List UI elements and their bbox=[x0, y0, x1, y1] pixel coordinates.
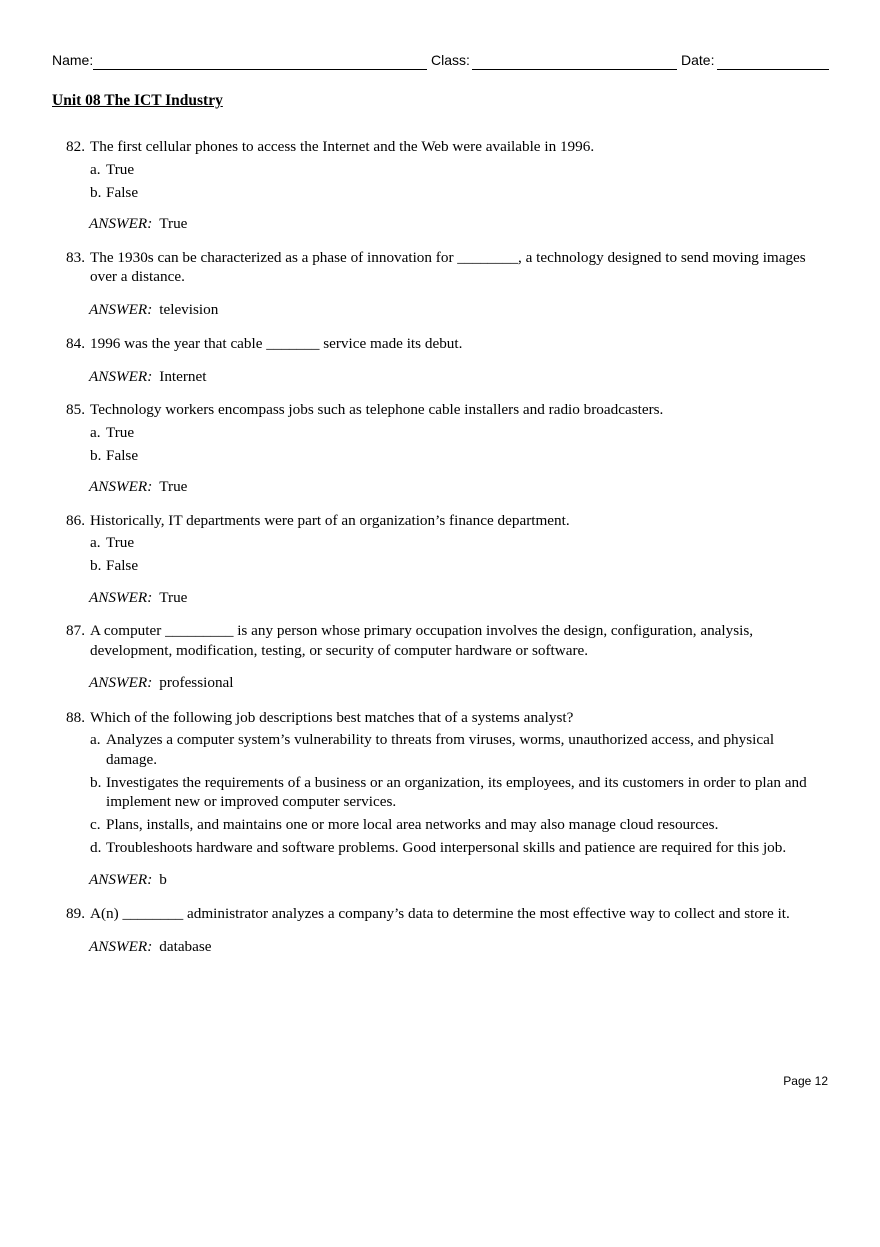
question-88 bbox=[66, 708, 826, 890]
option-letter: a. bbox=[90, 731, 101, 748]
class-line bbox=[472, 69, 677, 70]
option-letter: a. bbox=[90, 534, 101, 551]
question-83 bbox=[66, 248, 826, 320]
answer-options bbox=[90, 423, 826, 466]
option-text: True bbox=[106, 534, 135, 551]
question-85 bbox=[66, 400, 826, 497]
question-list bbox=[66, 137, 826, 956]
date-label: Date: bbox=[681, 52, 715, 68]
option-a bbox=[90, 533, 826, 553]
answer-label: ANSWER: bbox=[89, 588, 153, 606]
name-label: Name: bbox=[52, 52, 94, 68]
answer-line bbox=[89, 300, 826, 320]
option-letter: b. bbox=[90, 183, 102, 201]
option-b bbox=[90, 556, 826, 576]
option-text: False bbox=[106, 557, 139, 574]
question-text: Technology workers encompass jobs such as telephone cable installers and radio broadcasters. bbox=[90, 401, 664, 418]
question-82 bbox=[66, 137, 826, 234]
answer-options bbox=[90, 533, 826, 576]
question-text: A(n) ________ administrator analyzes a company’s data to determine the most effective way to collect and store it. bbox=[90, 905, 790, 922]
answer-value: b bbox=[159, 870, 167, 888]
question-number: 85. bbox=[66, 401, 85, 418]
question-number: 88. bbox=[66, 708, 85, 726]
option-b bbox=[90, 183, 826, 203]
question-text: The first cellular phones to access the Internet and the Web were available in 1996. bbox=[90, 138, 595, 155]
option-text: Investigates the requirements of a business or an organization, its employees, and its customers in order to plan and implement new or improved computer services. bbox=[106, 773, 807, 810]
option-text: True bbox=[106, 160, 135, 178]
answer-line bbox=[89, 367, 826, 387]
option-letter: b. bbox=[90, 773, 102, 791]
answer-value: True bbox=[159, 215, 188, 232]
answer-label: ANSWER: bbox=[89, 478, 153, 495]
option-letter: a. bbox=[90, 423, 101, 441]
option-b bbox=[90, 446, 826, 466]
answer-value: Internet bbox=[159, 367, 207, 385]
answer-label: ANSWER: bbox=[89, 215, 153, 232]
option-letter: d. bbox=[90, 839, 102, 856]
option-text: True bbox=[106, 423, 135, 441]
answer-value: True bbox=[159, 588, 188, 606]
question-text: Which of the following job descriptions best matches that of a systems analyst? bbox=[90, 708, 574, 726]
answer-options bbox=[90, 160, 826, 203]
question-text: A computer _________ is any person whose primary occupation involves the design, configuration, analysis, development, modification, testing, or security of computer hardware or software. bbox=[90, 622, 754, 659]
answer-value: database bbox=[159, 937, 212, 955]
question-text: 1996 was the year that cable _______ service made its debut. bbox=[90, 335, 463, 352]
option-c bbox=[90, 815, 826, 835]
answer-line bbox=[89, 214, 826, 234]
answer-label: ANSWER: bbox=[89, 367, 153, 385]
answer-line bbox=[89, 673, 826, 693]
date-line bbox=[717, 69, 829, 70]
option-a bbox=[90, 423, 826, 443]
answer-options bbox=[90, 730, 826, 858]
answer-line bbox=[89, 588, 826, 608]
option-letter: c. bbox=[90, 816, 101, 833]
question-number: 87. bbox=[66, 622, 85, 639]
option-text: False bbox=[106, 446, 139, 464]
question-number: 83. bbox=[66, 248, 85, 266]
answer-value: True bbox=[159, 478, 188, 495]
answer-label: ANSWER: bbox=[89, 674, 153, 691]
option-b bbox=[90, 773, 826, 812]
answer-value: professional bbox=[159, 674, 234, 691]
question-number: 82. bbox=[66, 138, 85, 155]
answer-value: television bbox=[159, 300, 219, 318]
answer-line bbox=[89, 870, 826, 890]
option-a bbox=[90, 730, 826, 769]
student-info-header bbox=[52, 52, 829, 72]
question-text: The 1930s can be characterized as a phase of innovation for ________, a technology designed to send moving images over a distance. bbox=[90, 248, 806, 285]
option-text: Analyzes a computer system’s vulnerability to threats from viruses, worms, unauthorized access, and physical damage. bbox=[106, 731, 775, 768]
question-number: 89. bbox=[66, 905, 85, 922]
question-84 bbox=[66, 334, 826, 386]
option-text: Plans, installs, and maintains one or more local area networks and may also manage cloud resources. bbox=[106, 816, 719, 833]
option-letter: b. bbox=[90, 446, 102, 464]
answer-label: ANSWER: bbox=[89, 870, 153, 888]
question-number: 84. bbox=[66, 335, 85, 352]
option-letter: b. bbox=[90, 557, 102, 574]
answer-label: ANSWER: bbox=[89, 937, 153, 955]
question-number: 86. bbox=[66, 511, 85, 529]
name-line bbox=[93, 69, 427, 70]
answer-label: ANSWER: bbox=[89, 300, 153, 318]
option-letter: a. bbox=[90, 160, 101, 178]
answer-line bbox=[89, 477, 826, 497]
answer-line bbox=[89, 937, 826, 957]
question-86 bbox=[66, 511, 826, 608]
option-text: False bbox=[106, 183, 139, 201]
option-a bbox=[90, 160, 826, 180]
unit-title: Unit 08 The ICT Industry bbox=[52, 92, 223, 109]
question-89 bbox=[66, 904, 826, 956]
option-d bbox=[90, 838, 826, 858]
question-text: Historically, IT departments were part of an organization’s finance department. bbox=[90, 511, 570, 529]
option-text: Troubleshoots hardware and software problems. Good interpersonal skills and patience are required for this job. bbox=[106, 839, 787, 856]
question-87 bbox=[66, 621, 826, 693]
page-number: Page 12 bbox=[783, 1074, 828, 1088]
class-label: Class: bbox=[431, 52, 470, 68]
